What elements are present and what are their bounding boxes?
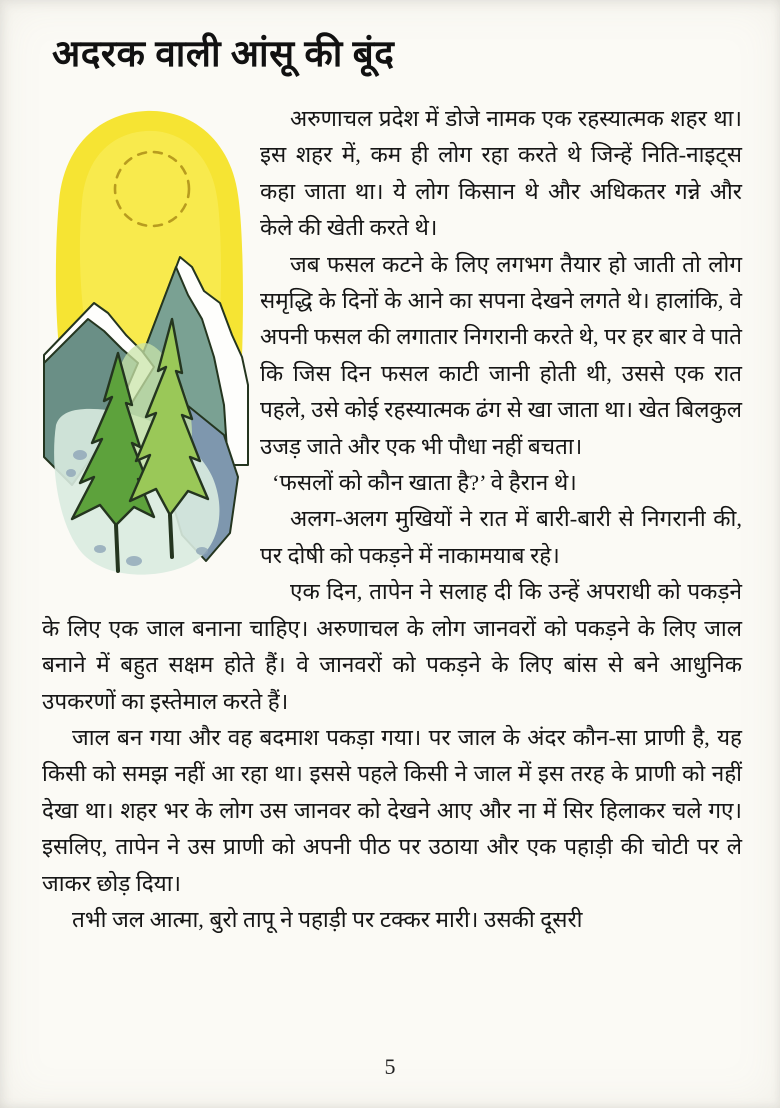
page-title: अदरक वाली आंसू की बूंद	[52, 34, 395, 75]
story-paragraph: अरुणाचल प्रदेश में डोजे नामक एक रहस्यात्मक शहर था। इस शहर में, कम ही लोग रहा करते थे जिन्हें निति-नाइट्स कहा जाता था। ये लोग किसान थे और अधिकतर गन्ने और केले की खेती करते थे।	[260, 106, 742, 241]
story-paragraph: जब फसल कटने के लिए लगभग तैयार हो जाती तो लोग समृद्धि के दिनों के आने का सपना देखने लगते थे। हालांकि, वे अपनी फसल की लगातार निगरानी करते थे, पर हर बार वे पाते कि जिस दिन फसल काटी जानी होती थी, उससे एक रात पहले, उसे कोई रहस्यात्मक ढंग से खा जाता था। खेत बिलकुल उजड़ जाते और एक भी पौधा नहीं बचता।	[260, 251, 742, 459]
story-paragraph: अलग-अलग मुखियों ने रात में बारी-बारी से निगरानी की, पर दोषी को पकड़ने में नाकामयाब रहे।	[260, 506, 742, 568]
illustration-svg	[42, 105, 250, 575]
dot	[66, 469, 76, 477]
story-paragraph: तभी जल आत्मा, बुरो तापू ने पहाड़ी पर टक्कर मारी। उसकी दूसरी	[72, 906, 583, 932]
pine-tree-left-trunk	[116, 525, 118, 571]
dot	[94, 545, 106, 553]
watercolor-illustration	[42, 105, 250, 575]
story-paragraph: जाल बन गया और वह बदमाश पकड़ा गया। पर जाल के अंदर कौन-सा प्राणी है, यह किसी को समझ नहीं आ रहा था। इससे पहले किसी ने जाल में इस तरह के प्राणी को नहीं देखा था। शहर भर के लोग उस जानवर को देखने आए और ना में सिर हिलाकर चले गए। इसलिए, तापेन ने उस प्राणी को अपनी पीठ पर उठाया और एक पहाड़ी की चोटी पर ले जाकर छोड़ दिया।	[42, 724, 742, 896]
pine-tree-right-trunk	[170, 515, 172, 557]
story-text	[42, 101, 742, 938]
story-paragraph: एक दिन, तापेन ने सलाह दी कि उन्हें अपराधी को पकड़ने के लिए एक जाल बनाना चाहिए। अरुणाचल के लोग जानवरों को पकड़ने के लिए जाल बनाने में बहुत सक्षम होते हैं। वे जानवरों को पकड़ने के लिए बांस से बने आधुनिक उपकरणों का इस्तेमाल करते हैं।	[42, 579, 742, 714]
dot	[126, 556, 142, 566]
page-content	[42, 26, 742, 938]
dot	[73, 450, 87, 460]
story-paragraph-quote: ‘फसलों को कौन खाता है?’ वे हैरान थे।	[272, 470, 577, 496]
page-number: 5	[384, 1054, 396, 1079]
dot	[196, 547, 208, 555]
